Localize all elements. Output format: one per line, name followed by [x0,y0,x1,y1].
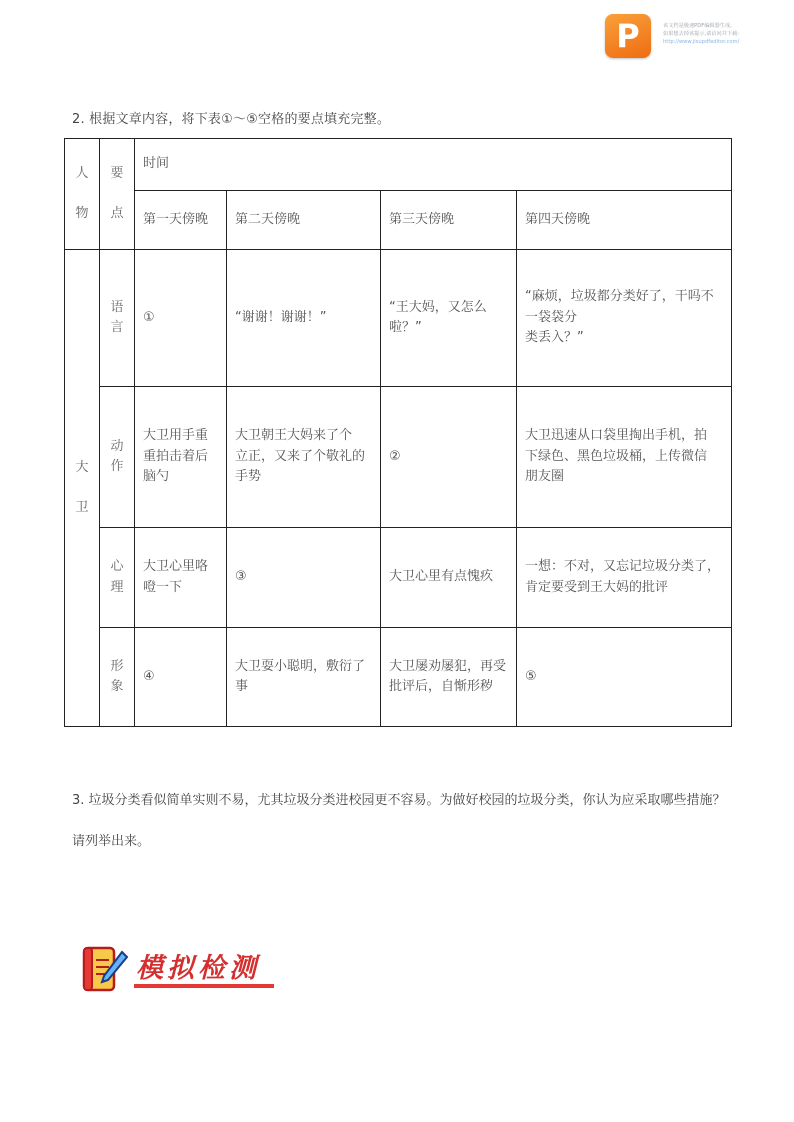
table-row-psychology [65,528,732,628]
cell-text: “谢谢！谢谢！” [235,309,327,325]
cell-blank-4[interactable] [135,628,227,727]
label-char: 作 [110,459,124,474]
row-label-psychology [100,528,135,628]
cell-text: 下绿色、黑色垃圾桶，上传微信 [525,448,708,464]
table-cell [135,387,227,528]
table-cell [381,628,517,727]
table-cell [227,250,381,387]
cell-text: 大卫迅速从口袋里掏出手机，拍 [525,428,708,444]
cell-text: 朋友圈 [525,469,565,485]
header-point [100,139,135,250]
logo-caption-line: 该文档是极速PDF编辑器生成, [663,23,732,29]
cell-text: 大卫心里咯 [143,559,209,574]
header-char: 人 [75,165,89,181]
question-2: 2. 根据文章内容，将下表①～⑤空格的要点填充完整。 [72,112,391,127]
person-char: 大 [75,459,89,475]
cell-text: 一想：不对，又忘记垃圾分类了， [525,559,721,574]
cell-text: 手势 [235,469,262,485]
cell-text: 大卫朝王大妈来了个 [235,428,353,444]
label-char: 动 [110,438,124,454]
cell-blank-5[interactable] [517,628,732,727]
cell-text: 脑勺 [143,469,170,485]
header-char: 物 [75,206,89,221]
label-char: 理 [110,579,124,595]
label-char: 形 [110,658,124,674]
cell-blank-2[interactable] [381,387,517,528]
cell-text: 大卫用手重 [143,428,209,444]
table-cell [227,387,381,528]
table-cell [227,628,381,727]
cell-text: 批评后，自惭形秽 [389,679,494,694]
table-cell [381,250,517,387]
label-char: 心 [110,559,124,574]
cell-text: 肯定要受到王大妈的批评 [525,579,669,595]
banner-title: 模拟检测 [136,953,260,984]
cell-text: 大卫耍小聪明，敷衍了 [235,658,366,674]
header-time: 时间 [135,139,732,191]
row-label-image [100,628,135,727]
blank-marker: ② [389,448,401,464]
table-row-action [65,387,732,528]
pdf-editor-logo [605,12,785,60]
cell-text: 噔一下 [143,579,183,595]
logo-icon [605,14,651,58]
cell-blank-1[interactable] [135,250,227,387]
header-char: 点 [110,206,124,221]
table-row-image [65,628,732,727]
blank-marker: ① [143,309,155,325]
cell-blank-3[interactable] [227,528,381,628]
person-name [65,250,100,727]
table-cell [517,528,732,628]
label-char: 语 [110,299,124,315]
cell-text: 一袋袋分 [525,309,578,325]
logo-url-link[interactable]: http://www.jisupdfeditor.com/ [663,39,740,45]
question-3: 3. 垃圾分类看似简单实则不易，尤其垃圾分类进校园更不容易。为做好校园的垃圾分类，你认为应采取哪些措施？请列举出来。 [72,793,726,849]
banner-underline [134,984,274,988]
table-cell [517,250,732,387]
notebook-pen-icon [78,944,128,994]
cell-text: 啦？” [389,320,422,335]
blank-marker: ④ [143,668,155,684]
header-day-3: 第三天傍晚 [381,191,517,250]
cell-text: 重拍击着后 [143,448,209,464]
cell-text: “王大妈，又怎么 [389,299,487,315]
cell-text: 大卫屡劝屡犯，再受 [389,658,507,674]
header-person [65,139,100,250]
cell-text: “麻烦，垃圾都分类好了，干吗不 [525,289,714,305]
header-day-2: 第二天傍晚 [227,191,381,250]
person-char: 卫 [75,500,89,515]
section-banner [78,943,278,997]
table-cell [517,387,732,528]
cell-text: 大卫心里有点愧疚 [389,569,494,585]
blank-marker: ③ [235,569,247,585]
table-cell [381,528,517,628]
table-cell [135,528,227,628]
cell-text: 立正，又来了个敬礼的 [235,448,366,464]
label-char: 言 [110,320,124,335]
logo-caption-line: 如果想去掉该提示,请访问并下载: [663,31,740,37]
cell-text: 类丢入？” [525,330,584,346]
header-day-1: 第一天傍晚 [135,191,227,250]
header-char: 要 [110,165,124,181]
logo-caption [663,22,783,46]
table-row-language [65,250,732,387]
blank-marker: ⑤ [525,668,537,684]
header-day-4: 第四天傍晚 [517,191,732,250]
logo-letter: P [616,17,640,55]
row-label-action [100,387,135,528]
cell-text: 事 [235,679,249,694]
label-char: 象 [110,679,124,694]
row-label-language [100,250,135,387]
key-points-table [64,138,732,727]
